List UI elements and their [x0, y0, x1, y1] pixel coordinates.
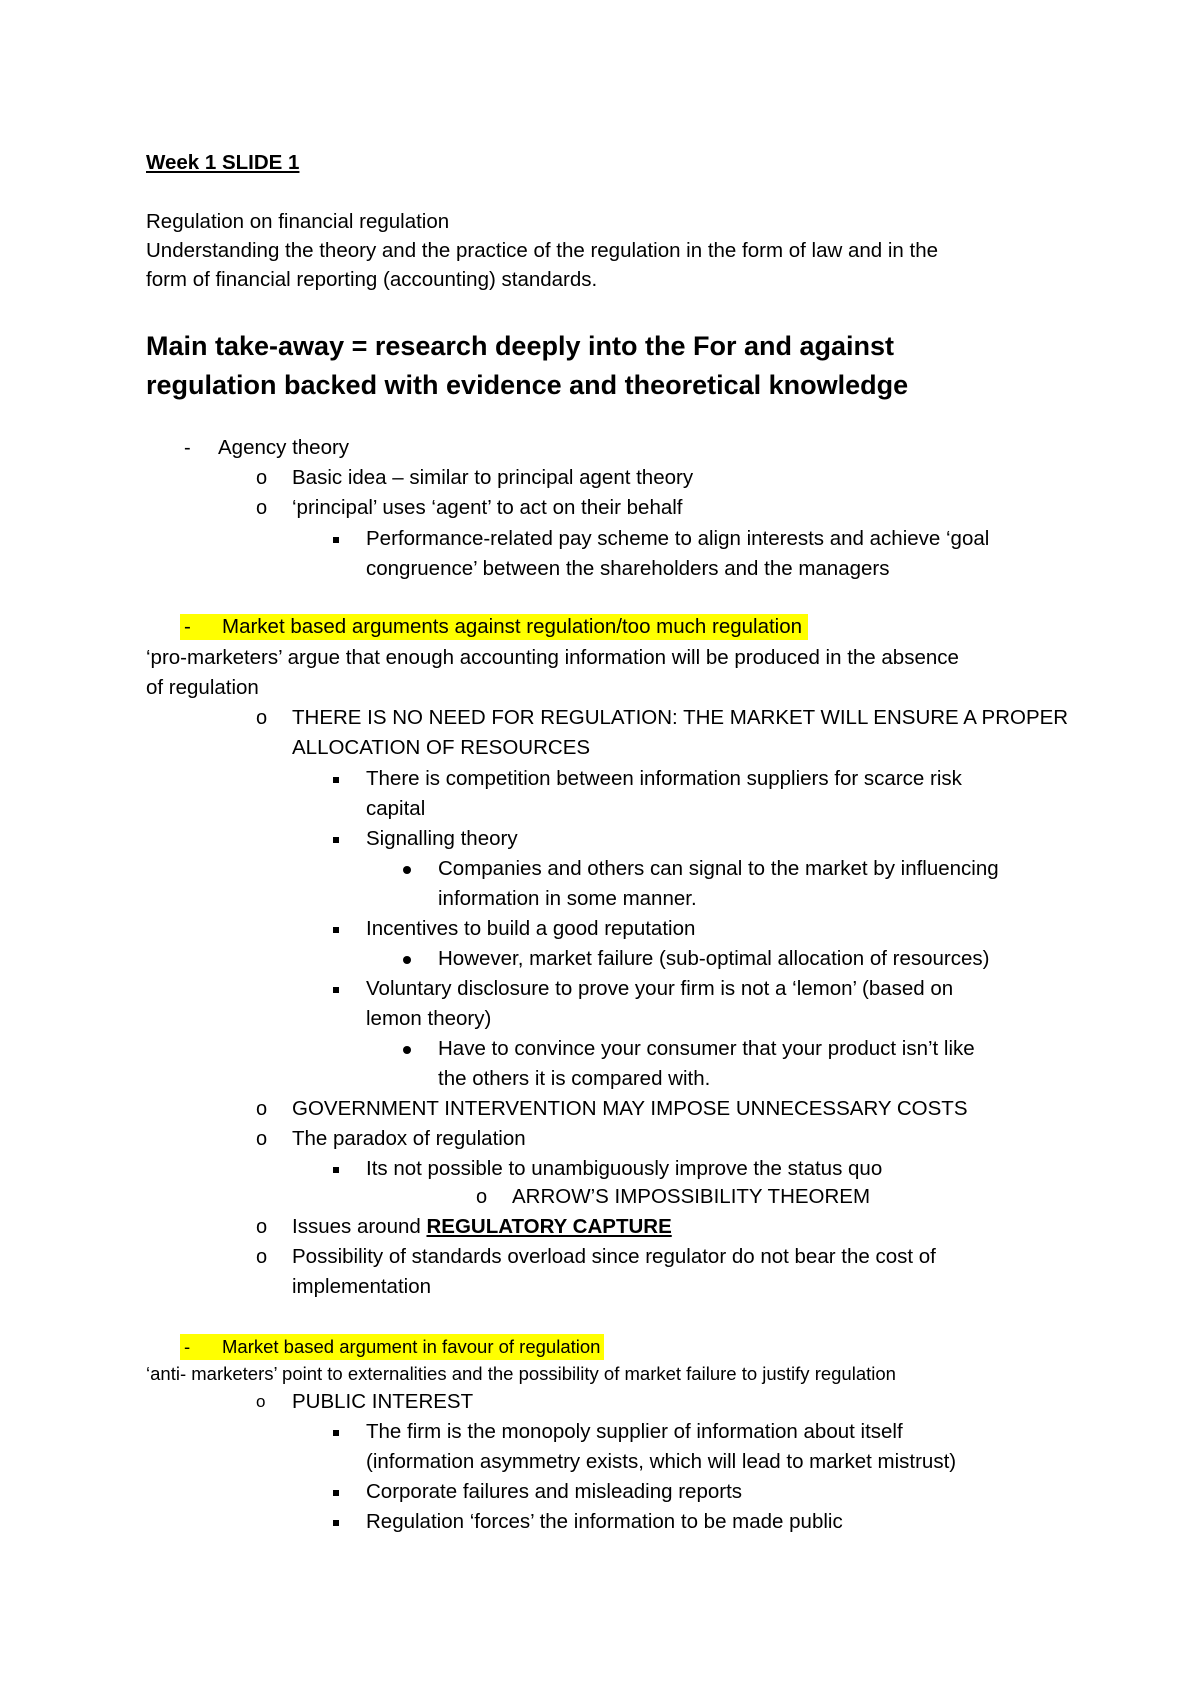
circle-bullet: o	[256, 1216, 268, 1238]
list-item: Possibility of standards overload since regulator do not bear the cost of	[292, 1245, 936, 1268]
dash-bullet: -	[184, 437, 191, 459]
square-bullet	[333, 1430, 339, 1436]
favour-heading-highlight	[180, 1334, 604, 1360]
list-item: GOVERNMENT INTERVENTION MAY IMPOSE UNNECESSARY COSTS	[292, 1097, 968, 1120]
circle-bullet: o	[256, 1246, 268, 1268]
list-item: PUBLIC INTEREST	[292, 1390, 474, 1413]
square-bullet	[333, 537, 339, 543]
list-item: Companies and others can signal to the market by influencing	[438, 857, 999, 880]
circle-bullet: o	[256, 707, 268, 729]
list-item: capital	[366, 797, 426, 820]
list-item: Its not possible to unambiguously improve the status quo	[366, 1157, 883, 1180]
favour-intro: ‘anti- marketers’ point to externalities and the possibility of market failure to justify regulation	[146, 1363, 896, 1384]
square-bullet	[333, 837, 339, 843]
list-item: the others it is compared with.	[438, 1067, 711, 1090]
against-heading: Market based arguments against regulation/too much regulation	[222, 615, 803, 638]
capture-prefix: Issues around	[292, 1215, 427, 1238]
list-item: Voluntary disclosure to prove your firm is not a ‘lemon’ (based on	[366, 977, 954, 1000]
circle-bullet: o	[476, 1186, 488, 1208]
list-item: ARROW’S IMPOSSIBILITY THEOREM	[512, 1185, 871, 1208]
against-intro: ‘pro-marketers’ argue that enough accounting information will be produced in the absence	[146, 646, 959, 669]
list-item: The firm is the monopoly supplier of information about itself	[366, 1420, 903, 1443]
intro-line: form of financial reporting (accounting) standards.	[146, 268, 598, 291]
square-bullet	[333, 1520, 339, 1526]
list-item: THERE IS NO NEED FOR REGULATION: THE MARKET WILL ENSURE A PROPER	[292, 706, 1069, 729]
list-item: Basic idea – similar to principal agent theory	[292, 466, 694, 489]
circle-bullet: o	[256, 1128, 268, 1150]
list-item: Performance-related pay scheme to align interests and achieve ‘goal	[366, 527, 990, 550]
circle-bullet: o	[256, 1098, 268, 1120]
square-bullet	[333, 1167, 339, 1173]
list-item: Have to convince your consumer that your product isn’t like	[438, 1037, 975, 1060]
list-item: lemon theory)	[366, 1007, 492, 1030]
favour-heading: Market based argument in favour of regulation	[222, 1336, 601, 1357]
list-item: Corporate failures and misleading reports	[366, 1480, 743, 1503]
round-bullet	[403, 866, 411, 874]
list-item: However, market failure (sub-optimal allocation of resources)	[438, 947, 990, 970]
against-intro: of regulation	[146, 676, 259, 699]
square-bullet	[333, 777, 339, 783]
list-item: Incentives to build a good reputation	[366, 917, 696, 940]
list-item: The paradox of regulation	[292, 1127, 526, 1150]
list-item: ‘principal’ uses ‘agent’ to act on their behalf	[292, 496, 683, 519]
main-takeaway-heading: regulation backed with evidence and theoretical knowledge	[146, 370, 909, 400]
against-heading-highlight	[180, 614, 808, 640]
agency-heading: Agency theory	[218, 436, 350, 459]
circle-bullet: o	[256, 497, 268, 519]
list-item: information in some manner.	[438, 887, 697, 910]
dash-bullet: -	[184, 615, 191, 638]
intro-line: Regulation on financial regulation	[146, 210, 450, 233]
list-item	[292, 1214, 672, 1240]
square-bullet	[333, 927, 339, 933]
list-item: congruence’ between the shareholders and the managers	[366, 557, 890, 580]
list-item: Regulation ‘forces’ the information to be made public	[366, 1510, 843, 1533]
main-takeaway-heading: Main take-away = research deeply into the For and against	[146, 331, 894, 361]
list-item: ALLOCATION OF RESOURCES	[292, 736, 591, 759]
intro-line: Understanding the theory and the practice of the regulation in the form of law and in the	[146, 239, 939, 262]
list-item: implementation	[292, 1275, 432, 1298]
document-title: Week 1 SLIDE 1	[146, 151, 300, 174]
square-bullet	[333, 1490, 339, 1496]
round-bullet	[403, 956, 411, 964]
regulatory-capture-term: REGULATORY CAPTURE	[426, 1215, 672, 1238]
square-bullet	[333, 987, 339, 993]
circle-bullet: o	[256, 467, 268, 489]
list-item: (information asymmetry exists, which will lead to market mistrust)	[366, 1450, 957, 1473]
circle-bullet: o	[256, 1392, 266, 1411]
list-item: There is competition between information suppliers for scarce risk	[366, 767, 962, 790]
round-bullet	[403, 1046, 411, 1054]
list-item: Signalling theory	[366, 827, 518, 850]
dash-bullet: -	[184, 1336, 191, 1357]
